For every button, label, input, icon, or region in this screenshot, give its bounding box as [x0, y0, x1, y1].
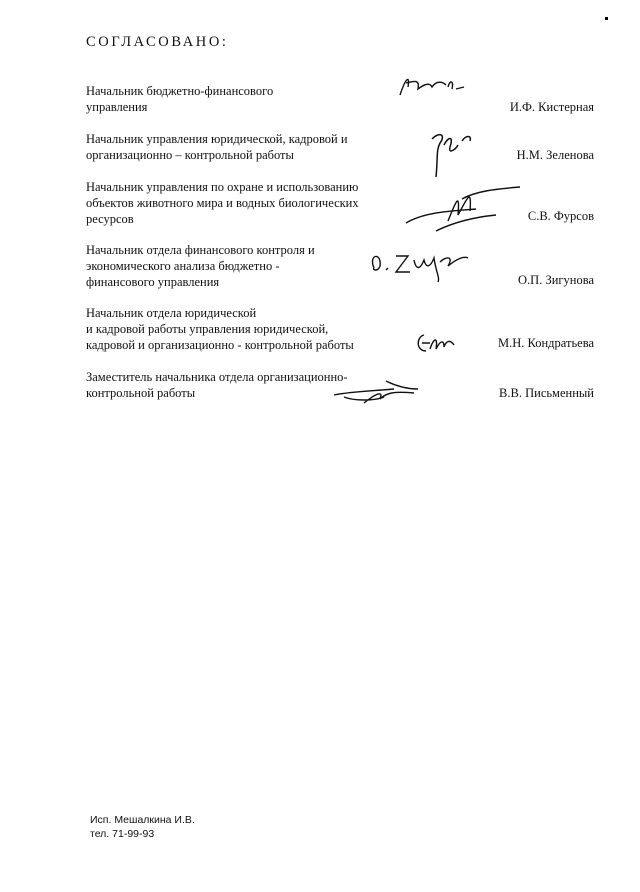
executor-footer [90, 813, 195, 841]
scan-mark [605, 17, 608, 20]
executor-name: Исп. Мешалкина И.В. [90, 814, 195, 826]
approver-position: Заместитель начальника отдела организационно- контрольной работы [86, 370, 348, 400]
approver-name: В.В. Письменный [499, 386, 594, 400]
signature-image [424, 127, 484, 187]
approver-position: Начальник отдела юридической и кадровой работы управления юридической, кадровой и организационно - контрольной работы [86, 306, 354, 352]
approval-heading: СОГЛАСОВАНО: [86, 34, 229, 50]
signature-image [414, 327, 459, 357]
approver-position: Начальник управления по охране и использованию объектов животного мира и водных биологических ресурсов [86, 180, 359, 226]
executor-phone: тел. 71-99-93 [90, 828, 155, 840]
approver-position: Начальник отдела финансового контроля и экономического анализа бюджетно - финансового управления [86, 243, 315, 289]
signature-image [396, 181, 526, 236]
approver-name: О.П. Зигунова [518, 273, 594, 287]
signature-image [396, 73, 476, 103]
approver-name: С.В. Фурсов [527, 209, 594, 223]
approver-name: Н.М. Зеленова [516, 148, 594, 162]
signature-image [368, 244, 488, 284]
approver-position: Начальник бюджетно-финансового управления [86, 84, 274, 114]
approver-name: И.Ф. Кистерная [509, 100, 594, 114]
approver-position: Начальник управления юридической, кадровой и организационно – контрольной работы [86, 132, 348, 162]
approver-name: М.Н. Кондратьева [497, 336, 594, 350]
signature-image [324, 375, 424, 410]
